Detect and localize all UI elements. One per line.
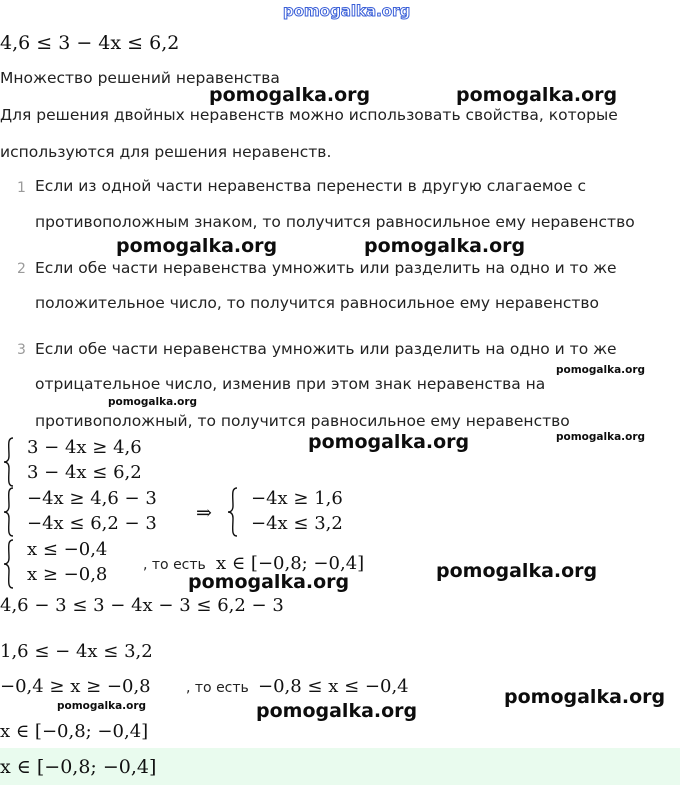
intro-line-2: используются для решения неравенств. [0,143,332,161]
system-brace [2,538,16,590]
system-brace [226,486,240,538]
list-item-number: 3 [17,342,26,358]
system2-left-row-1: −4x ≥ 4,6 − 3 [27,488,157,509]
watermark: pomogalka.org [57,700,147,712]
list-item-2-line-1: Если обе части неравенства умножить или разделить на одно и то же [35,259,617,277]
watermark: pomogalka.org [209,84,371,106]
answer-text: x ∈ [−0,8; −0,4] [0,756,157,778]
system3-connector: , то есть [143,557,206,573]
system2-left-row-2: −4x ≤ 6,2 − 3 [27,513,157,534]
implies-arrow: ⇒ [196,502,212,524]
watermark: pomogalka.org [308,431,470,453]
problem-inequality: 4,6 ≤ 3 − 4x ≤ 6,2 [0,32,180,54]
step-1: 4,6 − 3 ≤ 3 − 4x − 3 ≤ 6,2 − 3 [0,595,284,616]
list-item-3-line-3: противоположный, то получится равносильное ему неравенство [35,412,570,430]
watermark: pomogalka.org [436,560,598,582]
step-3-right: −0,8 ≤ x ≤ −0,4 [258,676,409,697]
step-2: 1,6 ≤ − 4x ≤ 3,2 [0,641,153,662]
system1-row-2: 3 − 4x ≤ 6,2 [27,462,142,483]
intro-line-1: Для решения двойных неравенств можно использовать свойства, которые [0,106,618,124]
step-3-connector: , то есть [186,680,249,696]
list-item-3-line-1: Если обе части неравенства умножить или разделить на одно и то же [35,340,617,358]
watermark: pomogalka.org [188,571,350,593]
watermark: pomogalka.org [456,84,618,106]
list-item-1-line-2: противоположным знаком, то получится равносильное ему неравенство [35,213,635,231]
answer-box [0,748,680,785]
step-3-left: −0,4 ≥ x ≥ −0,8 [0,676,151,697]
system-brace [2,486,16,538]
system2-right-row-1: −4x ≥ 1,6 [251,488,343,509]
watermark: pomogalka.org [556,431,646,443]
system3-row-2: x ≥ −0,8 [27,564,108,585]
system3-row-1: x ≤ −0,4 [27,539,108,560]
system-brace [2,436,16,488]
section-heading: Множество решений неравенства [0,69,280,87]
step-4: x ∈ [−0,8; −0,4] [0,721,149,742]
watermark: pomogalka.org [504,686,666,708]
list-item-number: 1 [17,180,26,196]
watermark: pomogalka.org [556,364,646,376]
watermark: pomogalka.org [116,235,278,257]
list-item-2-line-2: положительное число, то получится равносильное ему неравенство [35,294,600,312]
watermark: pomogalka.org [256,700,418,722]
list-item-1-line-1: Если из одной части неравенства перенести в другую слагаемое с [35,177,587,195]
system2-right-row-2: −4x ≤ 3,2 [251,513,343,534]
list-item-number: 2 [17,261,26,277]
watermark: pomogalka.org [108,396,198,408]
site-watermark-top: pomogalka.org [283,2,411,20]
watermark: pomogalka.org [364,235,526,257]
list-item-3-line-2: отрицательное число, изменив при этом знак неравенства на [35,375,546,393]
system3-result: x ∈ [−0,8; −0,4] [216,553,365,574]
system1-row-1: 3 − 4x ≥ 4,6 [27,437,142,458]
